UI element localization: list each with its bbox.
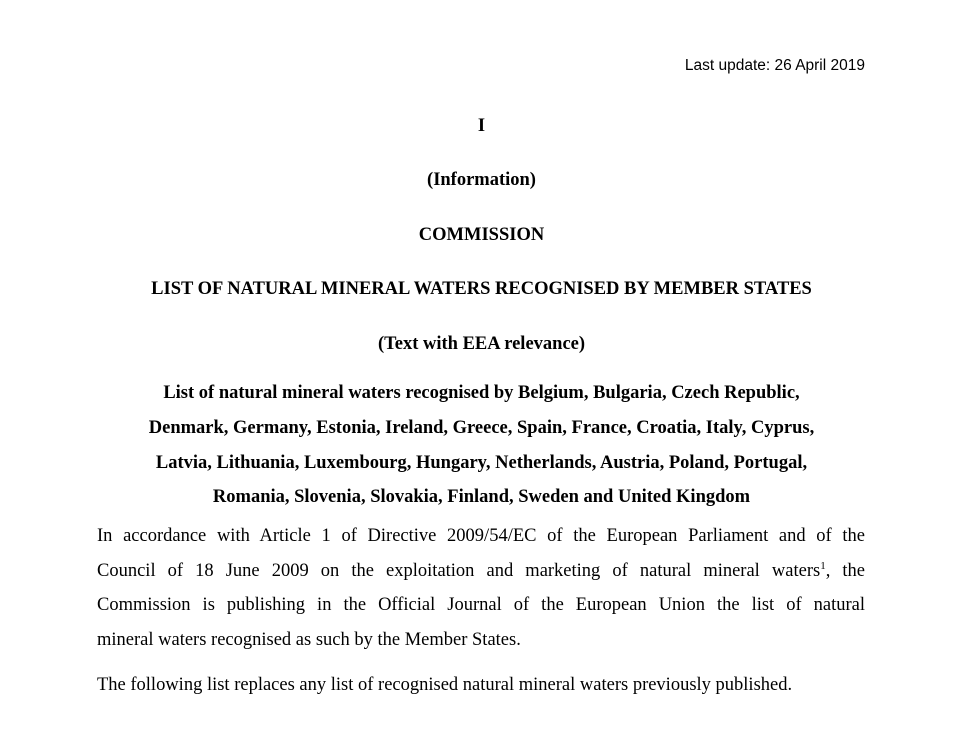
info-label: (Information) (427, 170, 536, 190)
paragraph-line: In accordance with Article 1 of Directive 2009/54/EC of the European Parliament and of the (97, 526, 865, 546)
member-states-subtitle (110, 376, 853, 515)
subtitle-line: List of natural mineral waters recognised by Belgium, Bulgaria, Czech Republic, (163, 383, 800, 403)
paragraph-text: Council of 18 June 2009 on the exploitation and marketing of natural mineral waters (97, 560, 821, 581)
paragraph-line: mineral waters recognised as such by the Member States. (97, 629, 521, 650)
institution-heading: COMMISSION (418, 225, 545, 245)
paragraph-line: Commission is publishing in the Official Journal of the European Union the list of natural (97, 595, 865, 616)
last-update-date: Last update: 26 April 2019 (684, 57, 865, 74)
section-number: I (477, 116, 486, 136)
replacement-note-paragraph (97, 668, 865, 703)
paragraph-line (97, 554, 865, 589)
paragraph-text: , the (825, 560, 865, 581)
subtitle-line: Romania, Slovenia, Slovakia, Finland, Sweden and United Kingdom (212, 487, 751, 508)
subtitle-line: Latvia, Lithuania, Luxembourg, Hungary, Netherlands, Austria, Poland, Portugal, (155, 452, 808, 473)
paragraph-line: The following list replaces any list of recognised natural mineral waters previously published. (97, 675, 793, 695)
intro-paragraph (97, 519, 865, 657)
document-title: LIST OF NATURAL MINERAL WATERS RECOGNISED BY MEMBER STATES (151, 279, 812, 299)
eea-relevance-note: (Text with EEA relevance) (377, 334, 586, 354)
subtitle-line: Denmark, Germany, Estonia, Ireland, Greece, Spain, France, Croatia, Italy, Cyprus, (148, 417, 815, 438)
footnote-reference[interactable]: 1 (820, 559, 826, 572)
